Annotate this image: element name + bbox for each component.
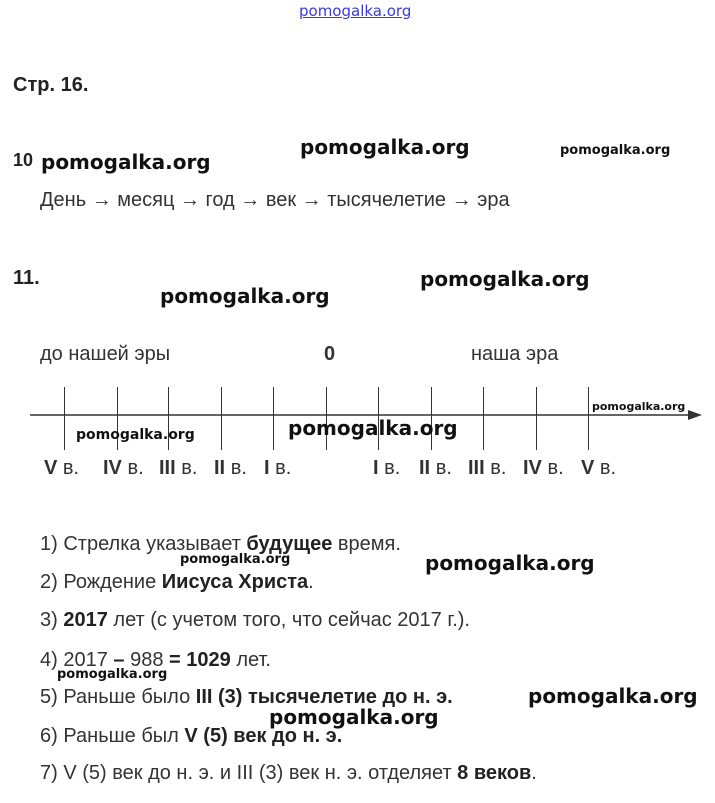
century-label-ce-2: II в.	[419, 457, 452, 479]
answer-text: Рождение	[63, 571, 162, 593]
century-label-bce-5: V в.	[44, 457, 80, 479]
answer-emphasis: 1029	[186, 649, 231, 671]
era-after-label: наша эра	[471, 343, 559, 365]
century-label-bce-4: IV в.	[103, 457, 144, 479]
timeline-tick	[273, 387, 274, 450]
answer-number: 4)	[40, 649, 58, 671]
watermark: pomogalka.org	[300, 135, 470, 159]
answer-text: Стрелка указывает	[63, 533, 247, 555]
answer-number: 7)	[40, 762, 58, 784]
arrow-head-icon	[688, 410, 702, 420]
century-label-ce-5: V в.	[581, 457, 617, 479]
century-label-bce-2: II в.	[214, 457, 247, 479]
answer-emphasis: Иисуса Христа	[161, 571, 309, 593]
answer-emphasis: =	[169, 649, 181, 671]
answer-emphasis: III (3) тысячелетие до н. э.	[195, 686, 453, 708]
watermark: pomogalka.org	[425, 551, 595, 575]
answer-emphasis: 8 веков	[457, 762, 532, 784]
era-before-label: до нашей эры	[40, 343, 171, 365]
answer-emphasis: V (5) век до н. э.	[184, 725, 343, 747]
timeline-tick	[483, 387, 484, 450]
task10-sequence: День → месяц → год → век → тысячелетие → эра	[40, 189, 510, 211]
timeline-tick	[64, 387, 65, 450]
watermark: pomogalka.org	[528, 684, 698, 708]
watermark: pomogalka.org	[592, 400, 686, 413]
answer-number: 2)	[40, 571, 58, 593]
answer-emphasis: будущее	[246, 533, 333, 555]
watermark: pomogalka.org	[76, 427, 195, 443]
timeline-tick	[588, 387, 589, 450]
answer-text: .	[308, 571, 314, 593]
answer-text: 988	[124, 649, 170, 671]
zero-label: 0	[324, 343, 336, 365]
answer-text: Раньше было	[63, 686, 196, 708]
answer-number: 1)	[40, 533, 58, 555]
answer-number: 6)	[40, 725, 58, 747]
timeline-tick	[536, 387, 537, 450]
watermark: pomogalka.org	[269, 705, 439, 729]
answer-text: лет (с учетом того, что сейчас 2017 г.).	[107, 609, 470, 631]
century-label-ce-1: I в.	[373, 457, 401, 479]
century-label-bce-3: III в.	[159, 457, 198, 479]
watermark: pomogalka.org	[57, 667, 168, 682]
answer-item	[40, 571, 314, 594]
century-label-ce-3: III в.	[468, 457, 507, 479]
task10-number: 10	[13, 150, 34, 170]
watermark: pomogalka.org	[560, 143, 671, 158]
answer-text: .	[531, 762, 537, 784]
century-label-ce-4: IV в.	[523, 457, 564, 479]
answer-emphasis: –	[113, 649, 125, 671]
answer-text: V (5) век до н. э. и III (3) век н. э. отделяет	[63, 762, 458, 784]
answer-number: 3)	[40, 609, 58, 631]
header-watermark-link[interactable]: pomogalka.org	[299, 2, 412, 20]
task11-number: 11.	[13, 267, 40, 289]
page-title: Стр. 16.	[13, 74, 89, 96]
answer-text: Раньше был	[63, 725, 185, 747]
watermark: pomogalka.org	[41, 150, 211, 174]
answer-item	[40, 609, 470, 632]
answer-text: лет.	[230, 649, 271, 671]
watermark: pomogalka.org	[420, 267, 590, 291]
answer-item	[40, 762, 537, 785]
answer-text: время.	[332, 533, 401, 555]
watermark: pomogalka.org	[288, 416, 458, 440]
answer-number: 5)	[40, 686, 58, 708]
watermark: pomogalka.org	[180, 552, 291, 567]
watermark: pomogalka.org	[160, 284, 330, 308]
century-label-bce-1: I в.	[264, 457, 292, 479]
timeline-tick	[221, 387, 222, 450]
answer-emphasis: 2017	[63, 609, 108, 631]
answer-text: 2017	[63, 649, 114, 671]
